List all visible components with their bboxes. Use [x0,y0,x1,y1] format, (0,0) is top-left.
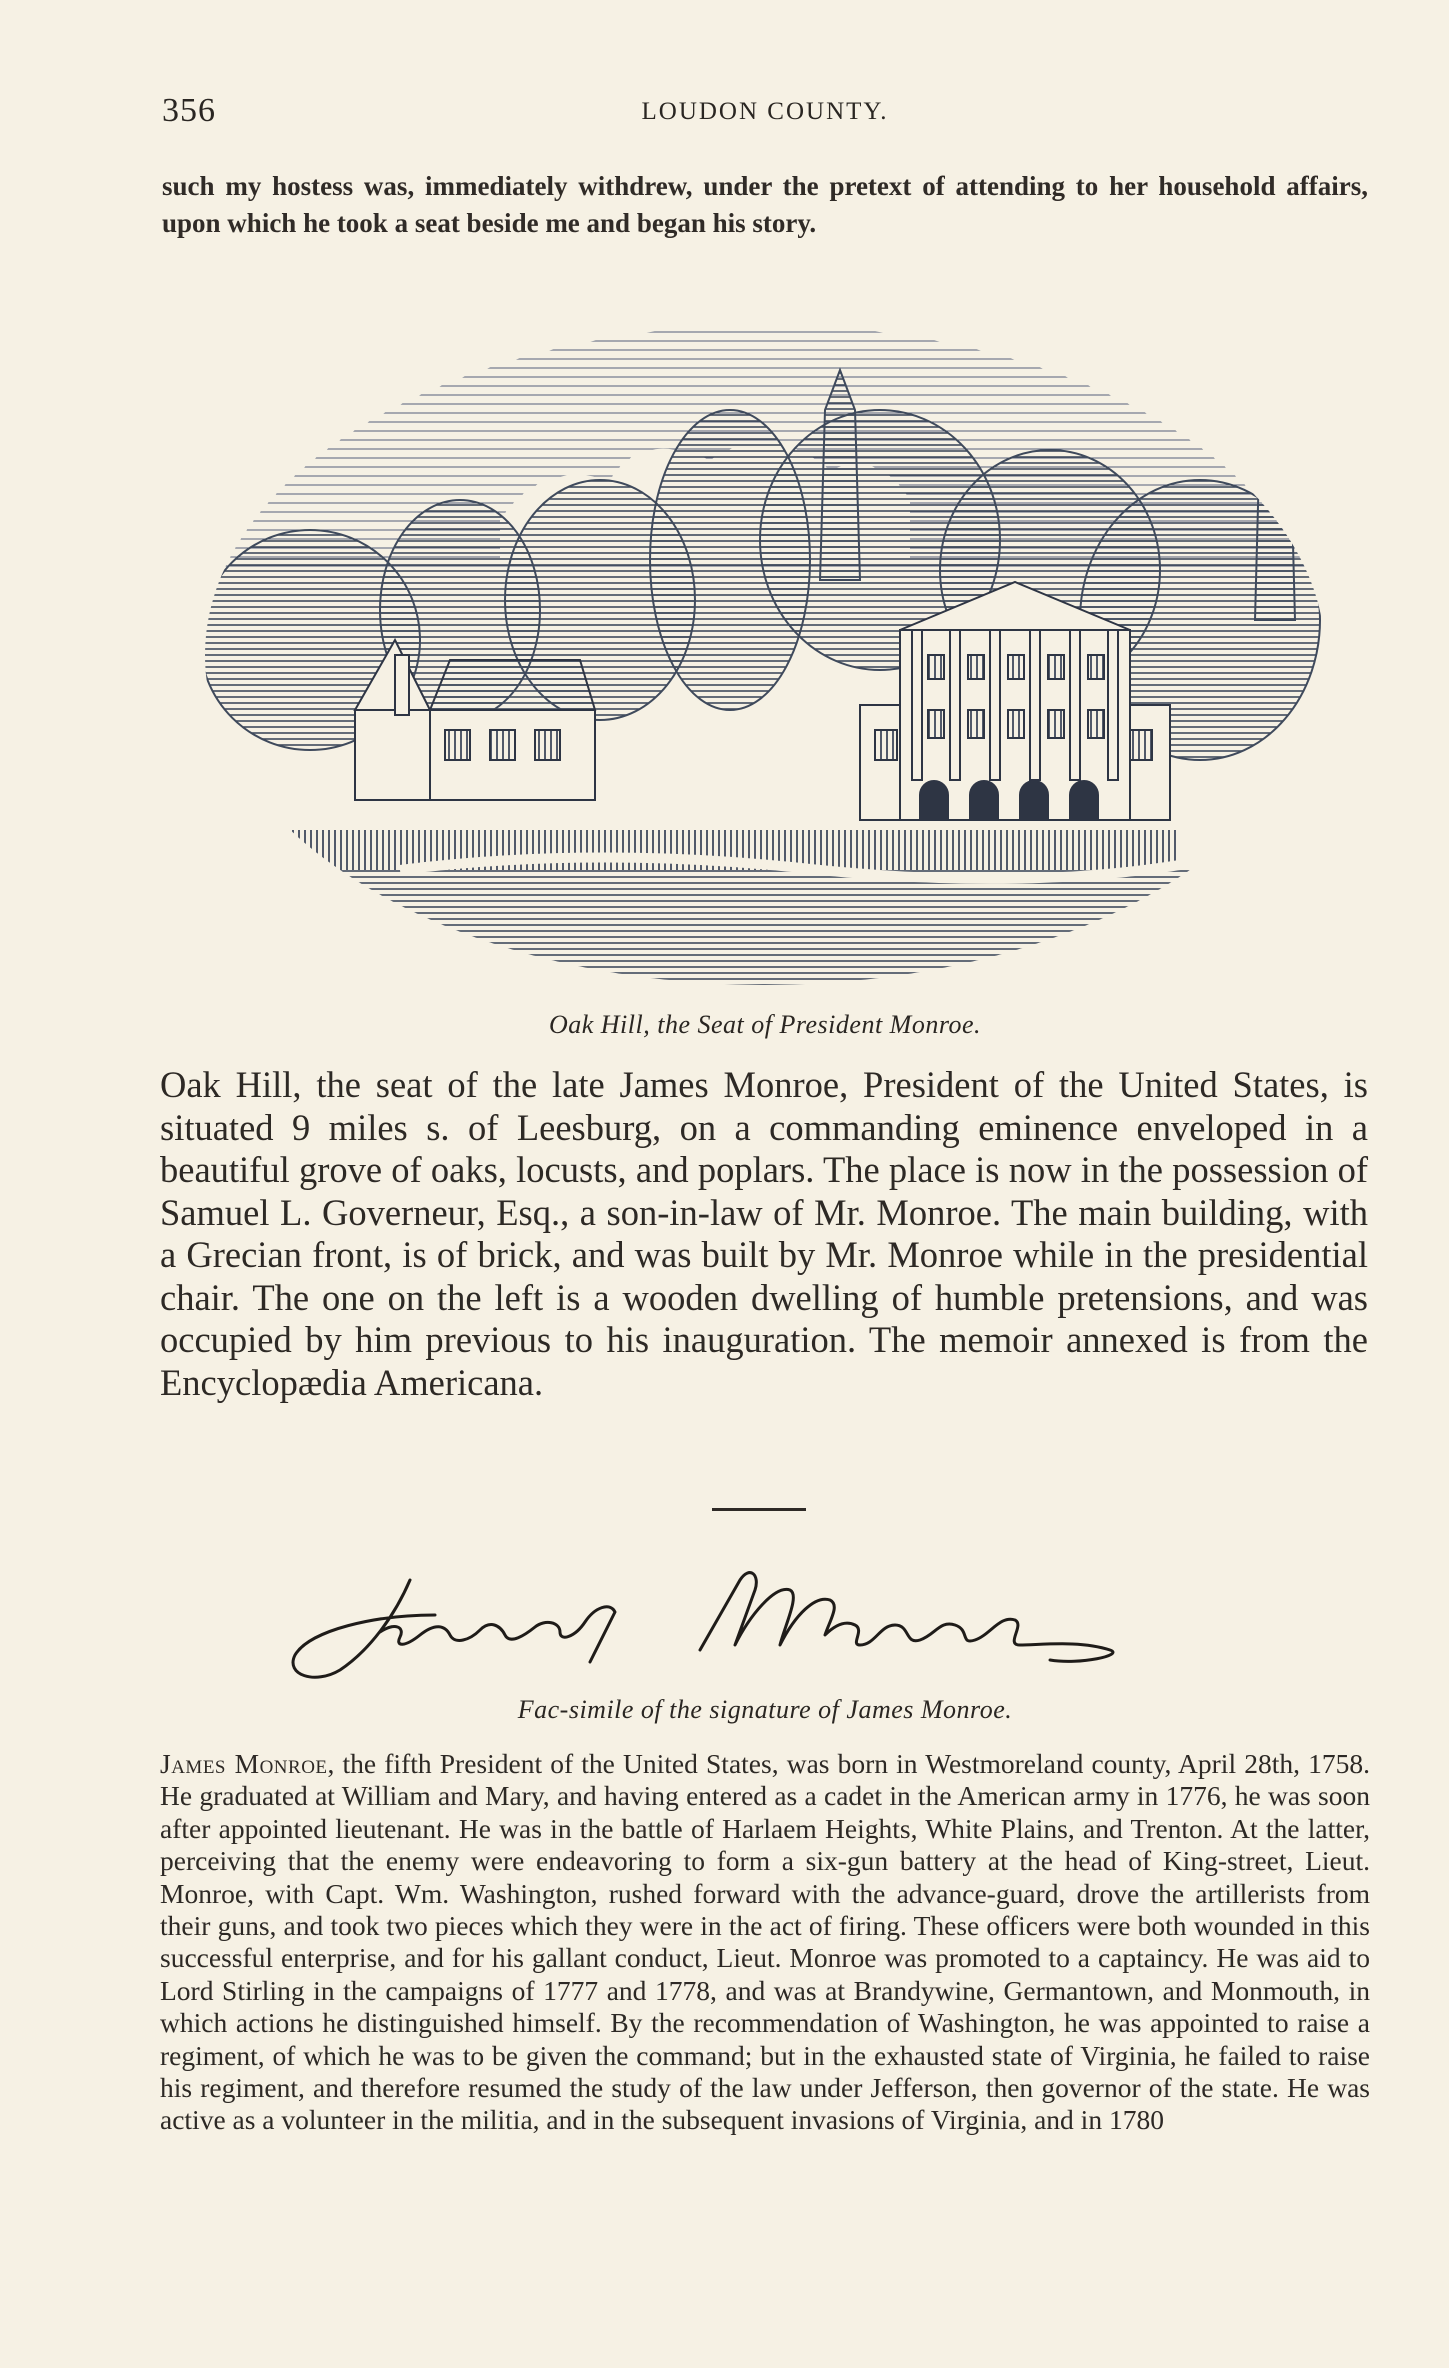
signature-facsimile [280,1560,1230,1690]
monroe-signature [280,1560,1230,1690]
signature-caption: Fac-simile of the signature of James Monroe. [517,1695,1013,1724]
continuation-paragraph: such my hostess was, immediately withdrew, under the pretext of attending to her household affairs, upon which he took a seat beside me and began his story. [162,171,1368,238]
oak-hill-engraving [200,310,1330,990]
signature-name: James Monroe [280,1560,286,1561]
running-title: LOUDON COUNTY. [641,98,889,125]
memoir-text: , the fifth President of the United States, was born in Westmoreland county, April 28th, 1758. He graduated at William and Mary, and having entered as a cadet in the American army in 1776, he was soon after appointed lieutenant. He was in the battle of Harlaem Heights, White Plains, and Trenton. At the latter, perceiving that the enemy were endeavoring to form a six-gun battery at the head of King-street, Lieut. Monroe, with Capt. Wm. Washington, rushed forward with the advance-guard, drove the artillerists from their guns, and took two pieces which they were in the act of firing. These officers were both wounded in this successful enterprise, and for his gallant conduct, Lieut. Monroe was promoted to a captaincy. He was aid to Lord Stirling in the campaigns of 1777 and 1778, and was at Brandywine, Germantown, and Monmouth, in which actions he distinguished himself. By the recommendation of Washington, he was appointed to raise a regiment, of which he was to be given the command; but in the exhausted state of Virginia, he failed to raise his regiment, and therefore resumed the study of the law under Jefferson, then governor of the state. He was active as a volunteer in the militia, and in the subsequent invasions of Virginia, and in 1780 [160,1748,1371,2136]
figure-caption: Oak Hill, the Seat of President Monroe. [548,1010,982,1039]
page-number: 356 [162,92,216,129]
memoir-paragraph [160,1748,1370,2137]
section-divider [712,1508,806,1511]
engraving-illustration [200,310,1330,990]
main-paragraph: Oak Hill, the seat of the late James Monroe, President of the United States, is situated 9 miles s. of Leesburg, on a commanding eminence enveloped in a beautiful grove of oaks, locusts, and poplars. The place is now in the possession of Samuel L. Governeur, Esq., a son-in-law of Mr. Monroe. The main building, with a Grecian front, is of brick, and was built by Mr. Monroe while in the presidential chair. The one on the left is a wooden dwelling of humble pretensions, and was occupied by him previous to his inauguration. The memoir annexed is from the Encyclopædia Americana. [160,1064,1368,1403]
running-head [162,92,1368,132]
memoir-lead-name: James Monroe [160,1748,328,1779]
